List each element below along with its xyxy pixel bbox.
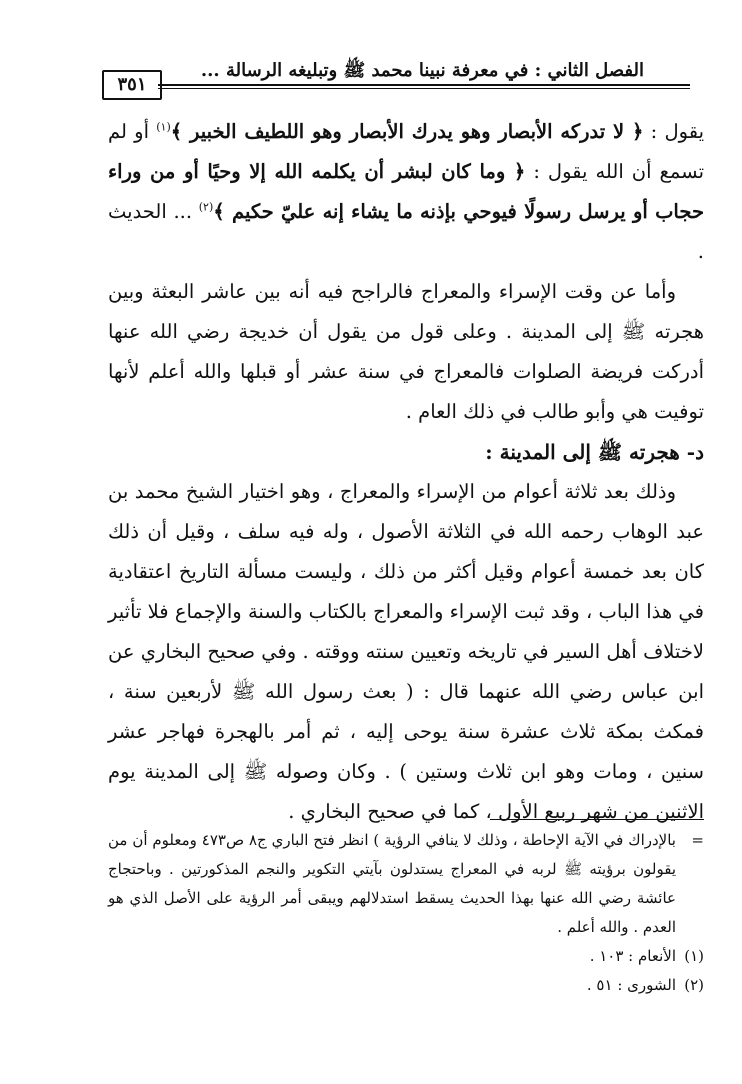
- text-run: يقول :: [643, 120, 705, 143]
- footnote-continuation: [108, 826, 704, 942]
- footnote-number: (٢): [684, 976, 704, 994]
- footnote-text: الأنعام : ١٠٣ .: [589, 947, 676, 965]
- footnote-ref-1: (١): [156, 120, 171, 134]
- header-rule: [158, 84, 690, 86]
- footnote-separator: [490, 819, 704, 820]
- footnote-2: [108, 971, 704, 1000]
- page-number: ٣٥١: [102, 70, 162, 100]
- section-heading: د- هجرته ﷺ إلى المدينة :: [485, 440, 704, 464]
- text-run: أو لم تسمع أن الله يقول :: [108, 120, 705, 183]
- footnote-ref-2: (٢): [198, 200, 214, 214]
- paragraph-hijra: وذلك بعد ثلاثة أعوام من الإسراء والمعراج ، وهو اختيار الشيخ محمد بن عبد الوهاب رحمه الله في الثلاثة الأصول ، وله فيه سلف ، وقيل أن ذلك كان بعد خمسة أعوام وقيل أكثر من ذلك ، وليست مسألة التاريخ اعتقادية في هذا الباب ، وقد ثبت الإسراء والمعراج بالكتاب والسنة والإجماع فلا تأثير لاختلاف أهل السير في تاريخه وتعيين سنته ووقته . وفي صحيح البخاري عن ابن عباس رضي الله عنهما قال : ( بعث رسول الله ﷺ لأربعين سنة ، فمكث بمكة ثلاث عشرة سنة يوحى إليه ، ثم أمر بالهجرة فهاجر عشر سنين ، ومات وهو ابن ثلاث وستين ) . وكان وصوله ﷺ إلى المدينة يوم الاثنين من شهر ربيع الأول ، كما في صحيح البخاري .: [108, 480, 704, 823]
- paragraph-quran-quote: [108, 112, 704, 272]
- footnote-continuation-text: بالإدراك في الآية الإحاطة ، وذلك لا ينافي الرؤية ) انظر فتح الباري ج٨ ص٤٧٣ ومعلوم أن من يقولون برؤيته ﷺ لربه في المعراج يستدلون بآيتي التكوير والنجم المذكورتين . وباحتجاج عائشة رضي الله عنها بهذا الحديث يسقط استدلالهم ويبقى أمر الرؤية على الأصل الذي هو العدم . والله أعلم .: [108, 831, 676, 936]
- running-title: الفصل الثاني : في معرفة نبينا محمد ﷺ وتبليغه الرسالة ...: [200, 60, 644, 81]
- quran-verse: ﴿ وما كان لبشر أن يكلمه الله إلا وحيًا أو من وراء حجاب أو يرسل رسولًا فيوحي بإذنه ما يشاء إنه عليّ حكيم ﴾: [108, 160, 705, 223]
- header-rule-thin: [158, 88, 690, 89]
- quran-verse: ﴿ لا تدركه الأبصار وهو يدرك الأبصار وهو اللطيف الخبير ﴾: [170, 120, 644, 143]
- footnote-1: [108, 942, 704, 971]
- paragraph-isra-timing: وأما عن وقت الإسراء والمعراج فالراجح فيه أنه بين عاشر البعثة وبين هجرته ﷺ إلى المدينة . وعلى قول من يقول أن خديجة رضي الله عنها أدركت فريضة الصلوات فالمعراج في سنة عشر أو قبلها والله أعلم لأنها توفيت هي وأبو طالب في ذلك العام .: [108, 280, 704, 423]
- main-text: [108, 112, 704, 832]
- footnotes: [108, 826, 704, 1000]
- continuation-mark: =: [691, 831, 704, 849]
- text-run: ... الحديث .: [108, 200, 704, 263]
- footnote-number: (١): [684, 947, 704, 965]
- footnote-text: الشورى : ٥١ .: [586, 976, 676, 994]
